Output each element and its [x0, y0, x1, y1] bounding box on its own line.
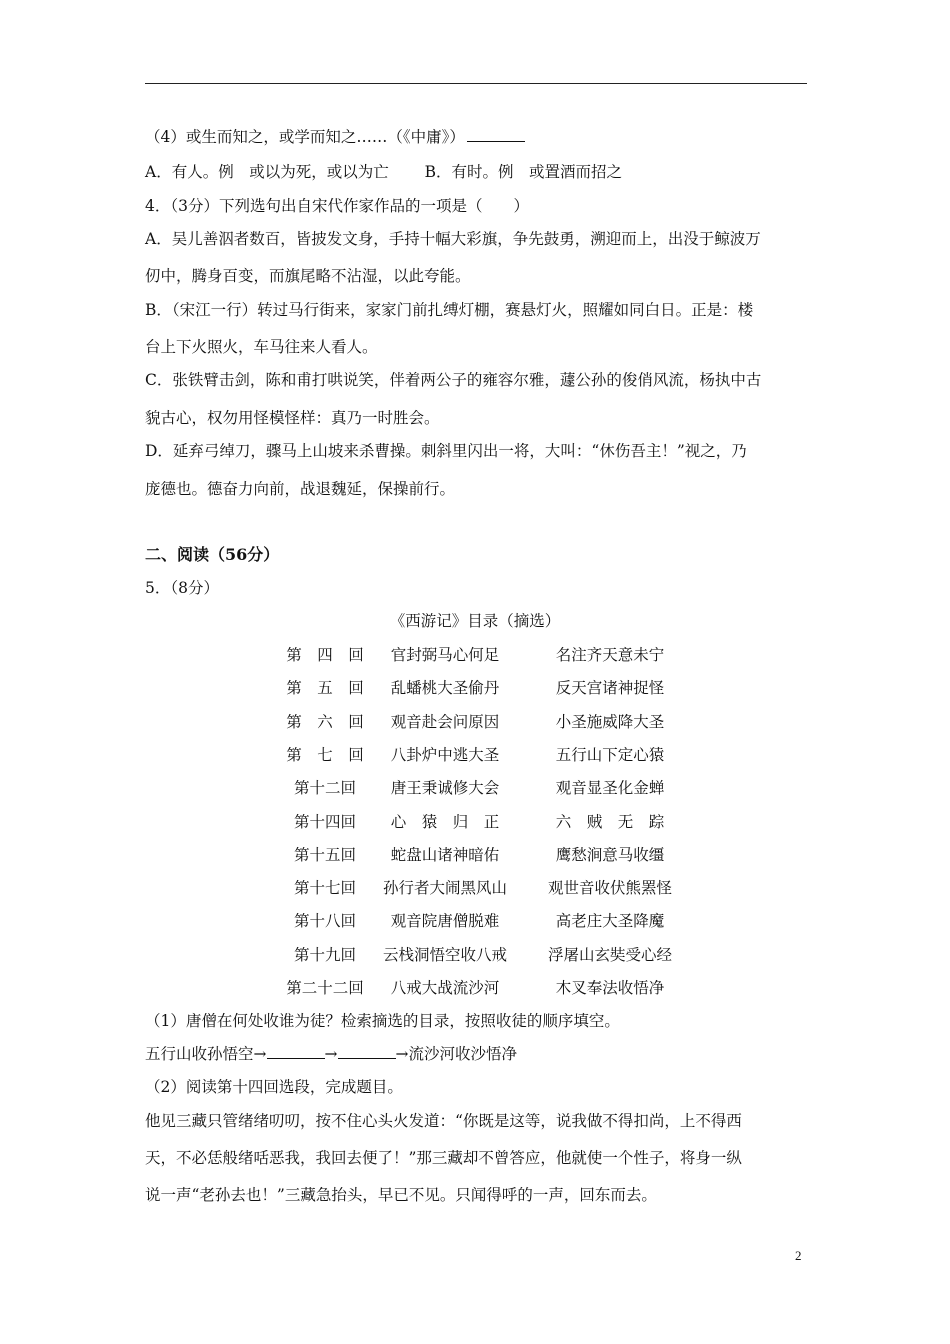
toc-title-first-half: 蛇盘山诸神暗佑: [390, 845, 500, 864]
toc-title-second-half: 鹰愁涧意马收缰: [555, 845, 665, 864]
toc-title-first-half: 观音院唐僧脱难: [390, 912, 500, 931]
q4-option-c-line2: 貌古心，权勿用怪模怪样：真乃一时胜会。: [145, 409, 440, 427]
toc-title-first-half: 孙行者大闹黑风山: [382, 879, 507, 898]
q4-option-c-line1: C．张铁臂击剑，陈和甫打哄说笑，伴着两公子的雍容尔雅，蘧公孙的俊俏风流，杨执中古: [145, 371, 762, 389]
q4-option-d-line2: 庞德也。德奋力向前，战退魏延，保操前行。: [145, 480, 456, 498]
toc-title-second-half: 反天宫诸神捉怪: [555, 679, 665, 698]
q4-option-a-line1: A．吴儿善泅者数百，皆披发文身，手持十幅大彩旗，争先鼓勇，溯迎而上，出没于鲸波万: [145, 230, 761, 248]
q4-stem: 4．（3分）下列选句出自宋代作家作品的一项是（ ）: [145, 197, 529, 215]
q5-stem: 5．（8分）: [145, 579, 219, 597]
toc-title-second-half: 高老庄大圣降魔: [555, 912, 665, 931]
toc-title-first-half: 云栈洞悟空收八戒: [382, 945, 507, 964]
q5-1-fill-line: 五行山收孙悟空→ → →流沙河收沙悟净: [145, 1045, 518, 1063]
toc-chapter-number: 第 七 回: [286, 745, 364, 764]
q4-option-b-line1: B．（宋江一行）转过马行街来，家家门前扎缚灯棚，赛悬灯火，照耀如同白日。正是：楼: [145, 301, 754, 319]
toc-title-first-half: 乱蟠桃大圣偷丹: [390, 679, 500, 698]
toc-chapter-number: 第十九回: [293, 945, 356, 964]
toc-chapter-number: 第二十二回: [286, 979, 364, 997]
toc-chapter-number: 第十七回: [293, 879, 356, 898]
toc-title-first-half: 八戒大战流沙河: [390, 979, 500, 997]
toc-chapter-number: 第 四 回: [286, 646, 364, 664]
toc-title-first-half: 八卦炉中逃大圣: [390, 745, 500, 764]
answer-blank-1: [267, 1044, 325, 1059]
toc-title-second-half: 观音显圣化金蝉: [555, 779, 665, 798]
toc-chapter-number: 第十五回: [293, 845, 356, 864]
toc-chapter-number: 第十八回: [293, 912, 356, 931]
section-heading-reading: 二、阅读（56分）: [145, 545, 280, 564]
toc-title-second-half: 木叉奉法收悟净: [555, 979, 665, 997]
toc-title-first-half: 官封弼马心何足: [390, 646, 500, 664]
toc-title-first-half: 唐王秉诚修大会: [390, 779, 500, 798]
toc-chapter-number: 第 六 回: [286, 712, 364, 731]
header-rule: [145, 83, 807, 84]
toc-chapter-number: 第十二回: [293, 779, 356, 798]
toc-title-second-half: 浮屠山玄奘受心经: [547, 945, 672, 964]
toc-chapter-number: 第十四回: [293, 812, 356, 831]
q4-option-a-line2: 仞中，腾身百变，而旗尾略不沾湿，以此夸能。: [145, 267, 471, 285]
toc-title-second-half: 六 贼 无 踪: [555, 812, 665, 831]
q3-item4: （4）或生而知之，或学而知之……（《中庸》）: [145, 127, 525, 147]
toc-title-second-half: 五行山下定心猿: [555, 745, 665, 764]
page-number: 2: [795, 1248, 802, 1263]
toc-chapter-number: 第 五 回: [286, 679, 364, 698]
q4-option-b-line2: 台上下火照火，车马往来人看人。: [145, 338, 378, 356]
toc-title-first-half: 心 猿 归 正: [390, 812, 500, 831]
q5-2-prompt: （2）阅读第十四回选段，完成题目。: [145, 1078, 403, 1096]
toc-title-second-half: 名注齐天意未宁: [555, 646, 665, 664]
passage-line-2: 天，不必恁般绪咶恶我，我回去便了！”那三藏却不曾答应，他就使一个性子，将身一纵: [145, 1149, 742, 1167]
q3-options: A．有人。例 或以为死，或以为亡 B．有时。例 或置酒而招之: [145, 163, 623, 181]
passage-line-3: 说一声“老孙去也！”三藏急抬头，早已不见。只闻得呼的一声，回东而去。: [145, 1186, 657, 1204]
toc-title-first-half: 观音赴会问原因: [390, 712, 500, 731]
toc-title-second-half: 观世音收伏熊罴怪: [547, 879, 672, 898]
q4-option-d-line1: D．延弃弓绰刀，骤马上山坡来杀曹操。刺斜里闪出一将，大叫：“休伤吾主！”视之，乃: [145, 442, 747, 460]
q5-1-prompt: （1）唐僧在何处收谁为徒？检索摘选的目录，按照收徒的顺序填空。: [145, 1012, 620, 1030]
answer-blank: [467, 127, 525, 142]
passage-line-1: 他见三藏只管绪绪叨叨，按不住心头火发道：“你既是这等，说我做不得扣尚，上不得西: [145, 1112, 742, 1130]
toc-title: 《西游记》目录（摘选）: [389, 612, 561, 630]
toc-title-second-half: 小圣施威降大圣: [555, 712, 665, 731]
answer-blank-2: [338, 1044, 396, 1059]
